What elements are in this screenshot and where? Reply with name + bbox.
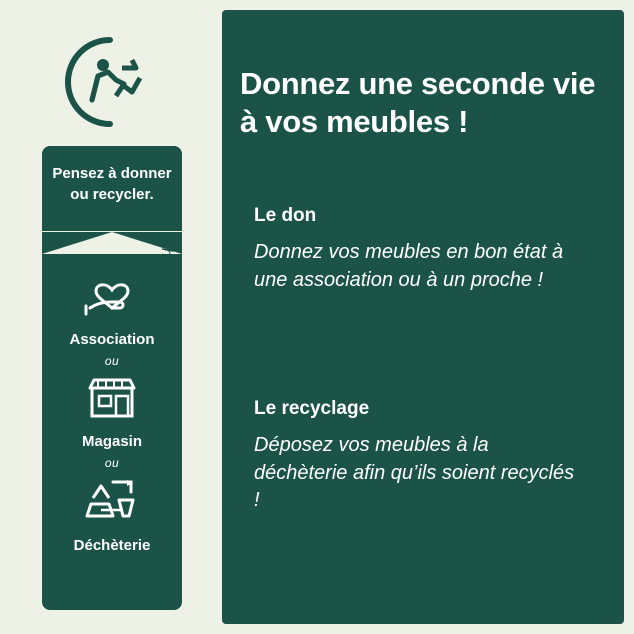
option-association-label: Association xyxy=(69,331,155,348)
recycling-person-logo-icon xyxy=(62,34,158,130)
section-don xyxy=(254,205,584,294)
section-recyclage xyxy=(254,398,584,515)
section-don-body: Donnez vos meubles en bon état à une association ou à un proche ! xyxy=(254,241,564,291)
section-recyclage-body: Déposez vos meubles à la déchèterie afin qu’ils soient recyclés ! xyxy=(254,434,575,512)
page-title: Donnez une seconde vie à vos meubles ! xyxy=(240,65,596,139)
section-don-title: Le don xyxy=(254,205,317,226)
website-url[interactable]: https://quefairedemesdechets.fr xyxy=(158,248,175,473)
option-separator-1: ou xyxy=(104,354,120,368)
option-separator-2: ou xyxy=(104,456,120,470)
option-dechterie-label: Déchèterie xyxy=(73,537,151,554)
banner xyxy=(42,146,182,231)
option-magasin-label: Magasin xyxy=(81,433,142,450)
banner-text: Pensez à donner ou recycler. xyxy=(52,165,172,203)
section-recyclage-title: Le recyclage xyxy=(254,398,370,419)
